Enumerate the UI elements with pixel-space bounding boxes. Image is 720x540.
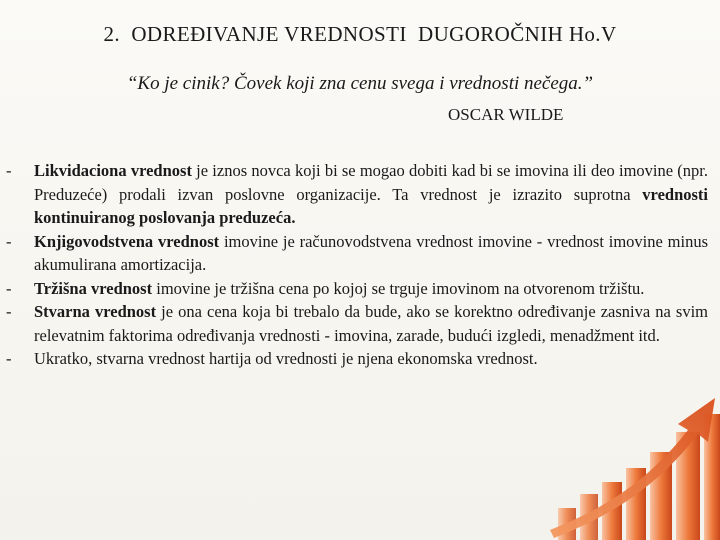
slide-title: 2. ODREĐIVANJE VREDNOSTI DUGOROČNIH Ho.V	[103, 22, 617, 46]
bullet-body: je ona cena koja bi trebalo da bude, ako se korektno određivanje zasniva na svim relevatnim faktorima određivanja vrednosti - imovina, zarade, budući izgledi, menadžment itd.	[34, 302, 708, 345]
bullet-text	[34, 159, 708, 230]
bullet-item	[6, 230, 708, 277]
bullet-body: Ukratko, stvarna vrednost hartija od vrednosti je njena ekonomska vrednost.	[34, 349, 538, 368]
quote: “Ko je cinik? Čovek koji zna cenu svega i vrednosti nečega.”	[126, 73, 594, 94]
bullet-dash: -	[6, 349, 12, 368]
bullet-body: imovine je računovodstvena vrednost imovine - vrednost imovine minus akumulirana amortizacija.	[34, 231, 708, 274]
bullet-term: Stvarna vrednost	[34, 302, 157, 321]
bullet-dash: -	[6, 161, 12, 180]
bullet-list	[6, 159, 708, 371]
bullet-item	[6, 300, 708, 347]
bullet-text	[34, 300, 708, 347]
bullet-term: Knjigovodstvena vrednost	[34, 231, 220, 251]
bullet-term: Tržišna vrednost	[34, 278, 153, 298]
bullet-term: Likvidaciona vrednost	[34, 161, 192, 180]
bullet-item	[6, 277, 708, 301]
bullet-text	[34, 230, 708, 277]
bullet-term-secondary: vrednosti kontinuiranog poslovanja preduzeća.	[34, 184, 708, 227]
bullet-dash: -	[6, 278, 12, 298]
bullet-item	[6, 159, 708, 230]
bullet-text	[34, 347, 708, 371]
bullet-body: imovine je tržišna cena po kojoj se trguje imovinom na otvorenom tržištu.	[152, 278, 645, 298]
growth-chart-icon	[550, 390, 720, 540]
bullet-dash: -	[6, 231, 12, 251]
bullet-text	[34, 277, 708, 301]
quote-author: OSCAR WILDE	[448, 105, 564, 124]
bullet-item	[6, 347, 708, 371]
bullet-dash: -	[6, 302, 12, 321]
bullet-body: je iznos novca koji bi se mogao dobiti kad bi se imovina ili deo imovine (npr. Preduzeće) prodali izvan poslovne organizacije. Ta vrednost je izrazito suprotna	[34, 161, 708, 204]
